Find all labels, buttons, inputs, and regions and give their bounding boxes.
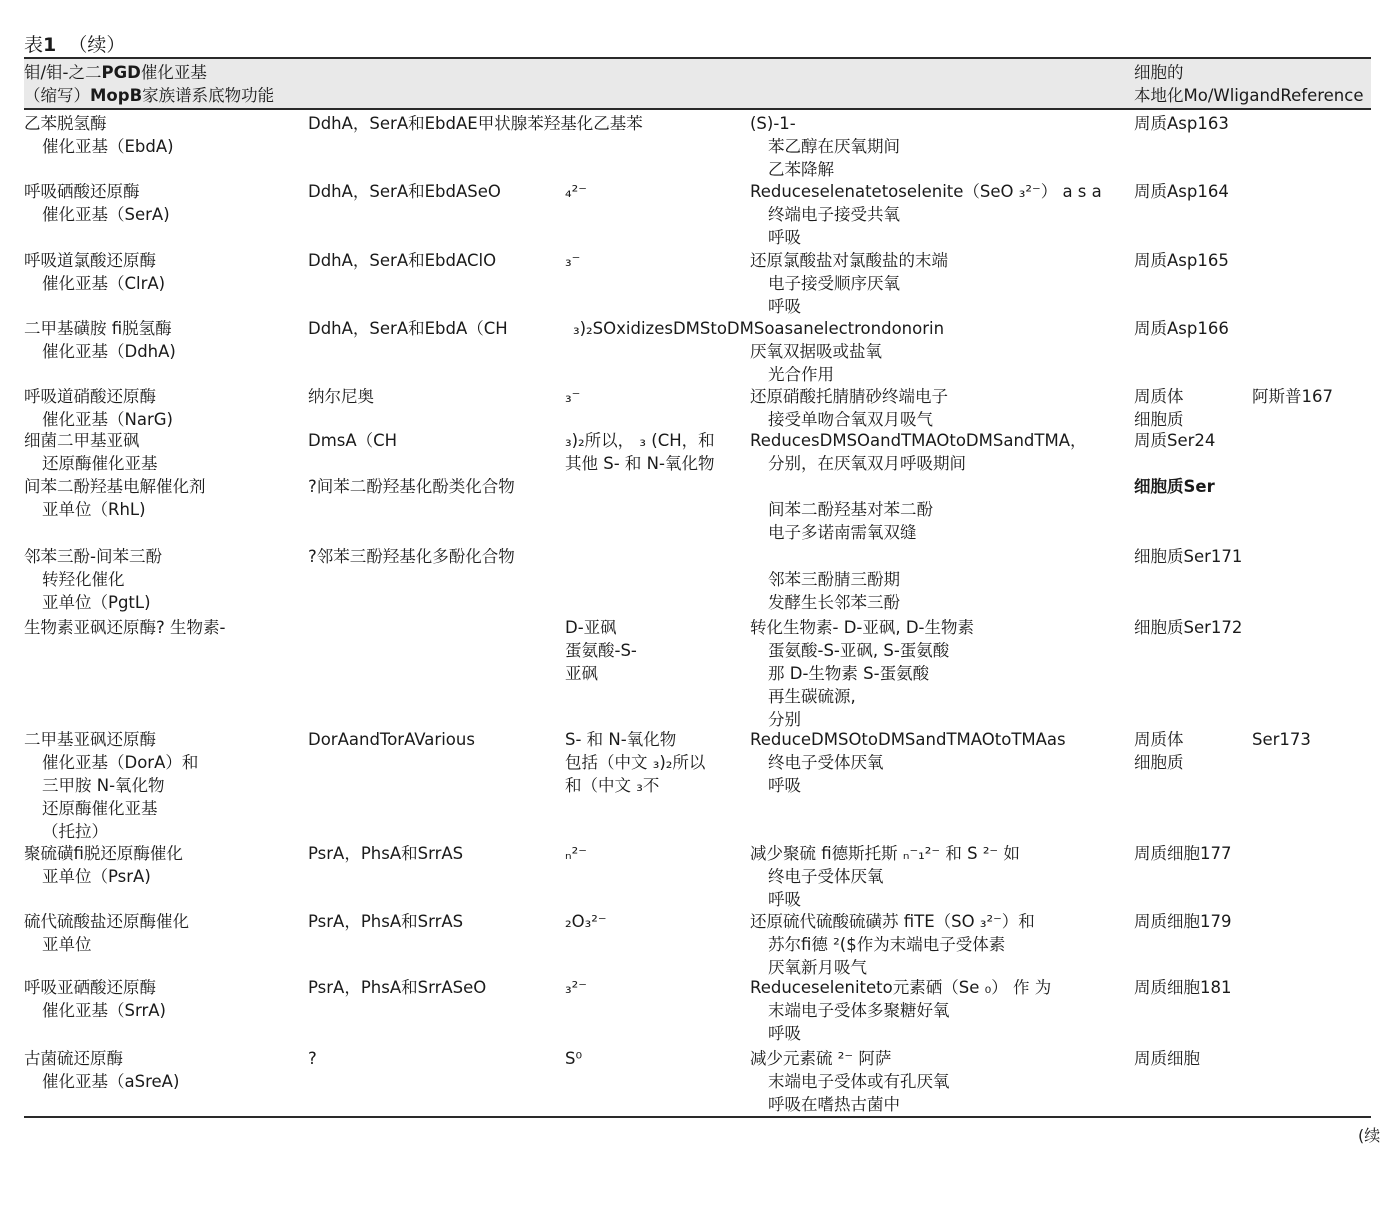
cell-line: 光合作用 — [768, 365, 834, 384]
cell-c3 — [565, 616, 750, 685]
header-right-line1: 细胞的 — [1134, 63, 1184, 82]
cell-line: 亚砜 — [565, 664, 598, 683]
cell-line: 催化亚基（DdhA) — [42, 342, 176, 361]
cell-line: D-亚砜 — [565, 618, 617, 637]
cell-line: 周质Ser24 — [1134, 431, 1216, 450]
header-left-line1: 钼/钼-之二PGD催化亚基 — [24, 63, 207, 82]
cell-c1 — [24, 616, 304, 639]
cell-line: 邻苯三酚腈三酚期 — [768, 570, 900, 589]
cell-c2 — [308, 976, 563, 999]
cell-c5 — [1134, 249, 1371, 272]
cell-c2 — [308, 910, 563, 933]
cell-c3 — [565, 910, 750, 933]
cell-line: 细胞质Ser171 — [1134, 547, 1243, 566]
cell-line: 呼吸 — [768, 228, 801, 247]
cell-line: 周质细胞179 — [1134, 912, 1232, 931]
cell-line: 电子多诺南需氧双缝 — [768, 523, 917, 542]
cell-line: 厌氧新月吸气 — [768, 958, 867, 977]
cell-line: 间苯二酚羟基对苯二酚 — [768, 500, 933, 519]
cell-line: 分别，在厌氧双月呼吸期间 — [768, 454, 966, 473]
cell-c4 — [750, 112, 1130, 181]
cell-line: 接受单吻合氧双月吸气 — [768, 410, 933, 429]
cell-c6 — [1252, 385, 1371, 408]
cell-line: 周质Asp163 — [1134, 114, 1229, 133]
cell-line: 转化生物素- D-亚砜, D-生物素 — [750, 618, 975, 637]
cell-c2 — [308, 545, 563, 568]
cell-c5 — [1134, 976, 1371, 999]
cell-line: 包括（中文 ₃)₂所以 — [565, 753, 706, 772]
cell-line: ReduceDMSOtoDMSandTMAOtoTMAas — [750, 730, 1066, 749]
cell-line: DdhA，SerA和EbdASeO — [308, 182, 501, 201]
cell-line: 厌氧双据吸或盐氧 — [750, 342, 882, 361]
cell-line: 还原酶催化亚基 — [42, 799, 158, 818]
cell-line: 发酵生长邻苯三酚 — [768, 593, 900, 612]
cell-line: 间苯二酚羟基电解催化剂 — [24, 477, 206, 496]
cell-line: 末端电子受体多聚糖好氧 — [768, 1001, 950, 1020]
cell-line: 二甲基磺胺 fi脱氢酶 — [24, 319, 172, 338]
cell-c1 — [24, 429, 304, 475]
cell-line: ₙ²⁻ — [565, 844, 587, 863]
cell-span: ₃)₂SOxidizesDMStoDMSoasanelectrondonorin — [573, 319, 945, 338]
cell-line: 减少聚硫 fi德斯托斯 ₙ⁻₁²⁻ 和 S ²⁻ 如 — [750, 844, 1020, 863]
cell-line: 苏尔fi德 ²($作为末端电子受体素 — [768, 935, 1006, 954]
cell-line: 催化亚基（DorA）和 — [42, 753, 199, 772]
cell-c5 — [1134, 112, 1371, 135]
cell-c4 — [750, 842, 1130, 911]
cell-line: Reduceseleniteto元素硒（Se ₀） 作 为 — [750, 978, 1052, 997]
cell-c4 — [750, 910, 1130, 979]
cell-line: 邻苯三酚-间苯三酚 — [24, 547, 162, 566]
cell-line: 催化亚基（ClrA) — [42, 274, 166, 293]
cell-line: 阿斯普167 — [1252, 387, 1333, 406]
table-header-rule — [24, 108, 1371, 110]
cell-line: 细胞质 — [1134, 753, 1184, 772]
table-bottom-rule — [24, 1116, 1371, 1118]
cell-line: 细胞质Ser172 — [1134, 618, 1243, 637]
cell-line: 亚单位（RhL) — [42, 500, 146, 519]
cell-line: 终电子受体厌氧 — [768, 753, 884, 772]
cell-c2 — [308, 429, 563, 452]
cell-line: 蛋氨酸-S- — [565, 641, 637, 660]
cell-line: 呼吸 — [768, 297, 801, 316]
cell-line: 还原氯酸盐对氯酸盐的末端 — [750, 251, 948, 270]
header-left-line2: （缩写）MopB家族谱系底物功能 — [24, 86, 275, 105]
cell-line: 催化亚基（EbdA) — [42, 137, 174, 156]
cell-line: 周质体 — [1134, 387, 1184, 406]
cell-line: DdhA，SerA和EbdA（CH — [308, 319, 508, 338]
cell-line: 硫代硫酸盐还原酶催化 — [24, 912, 189, 931]
cell-c2 — [308, 728, 563, 751]
cell-line: 周质Asp166 — [1134, 319, 1229, 338]
cell-c1 — [24, 317, 304, 363]
cell-c3 — [565, 385, 750, 408]
cell-line: 催化亚基（aSreA) — [42, 1072, 180, 1091]
cell-line: DorAandTorAVarious — [308, 730, 475, 749]
cell-line: 呼吸 — [768, 890, 801, 909]
cell-c5 — [1134, 429, 1371, 452]
cell-c5 — [1134, 180, 1371, 203]
cell-line: 电子接受顺序厌氧 — [768, 274, 900, 293]
cell-line: S⁰ — [565, 1049, 583, 1068]
cell-line: 终电子受体厌氧 — [768, 867, 884, 886]
cell-c4 — [750, 340, 1130, 386]
cell-line: DdhA，SerA和EbdAClO — [308, 251, 497, 270]
cell-c5 — [1134, 317, 1371, 340]
cell-c1 — [24, 976, 304, 1022]
cell-line: 呼吸硒酸还原酶 — [24, 182, 140, 201]
cell-line: 转羟化催化 — [42, 570, 125, 589]
cell-c2 — [308, 475, 563, 498]
cell-line: DdhA，SerA和EbdAE甲状腺苯羟基化乙基苯 — [308, 114, 643, 133]
cell-c1 — [24, 112, 304, 158]
cell-line: 乙苯降解 — [768, 160, 834, 179]
cell-c4 — [750, 545, 1130, 614]
cell-line: 和（中文 ₃不 — [565, 776, 660, 795]
cell-line: 周质体 — [1134, 730, 1184, 749]
cell-c2 — [308, 317, 563, 340]
cell-c1 — [24, 842, 304, 888]
cell-line — [750, 475, 1130, 498]
cell-line: 还原酶催化亚基 — [42, 454, 158, 473]
cell-line: (S)-1- — [750, 114, 796, 133]
cell-c4 — [750, 475, 1130, 544]
cell-c3 — [565, 249, 750, 272]
cell-line: ?间苯二酚羟基化酚类化合物 — [308, 477, 515, 496]
cell-line: ₄²⁻ — [565, 182, 587, 201]
cell-line: 周质Asp164 — [1134, 182, 1229, 201]
cell-c5 — [1134, 842, 1371, 865]
cell-line: 生物素亚砜还原酶? 生物素- — [24, 618, 226, 637]
cell-line: 细菌二甲基亚砜 — [24, 431, 140, 450]
continued-marker: (续 — [1358, 1126, 1380, 1145]
cell-line: ₃²⁻ — [565, 978, 587, 997]
cell-c2 — [308, 1047, 563, 1070]
cell-line: 其他 S- 和 N-氧化物 — [565, 454, 715, 473]
cell-line: ₃⁻ — [565, 251, 581, 270]
cell-c5 — [1134, 616, 1371, 639]
cell-line: 呼吸道氯酸还原酶 — [24, 251, 156, 270]
cell-c3 — [565, 1047, 750, 1070]
cell-line: 那 D-生物素 S-蛋氨酸 — [768, 664, 930, 683]
cell-c4 — [750, 976, 1130, 1045]
cell-line: 亚单位（PgtL) — [42, 593, 151, 612]
cell-line: ?邻苯三酚羟基化多酚化合物 — [308, 547, 515, 566]
cell-c6 — [1252, 728, 1371, 751]
cell-c1 — [24, 545, 304, 614]
cell-c1 — [24, 910, 304, 956]
cell-c1 — [24, 1047, 304, 1093]
cell-line: 催化亚基（SrrA) — [42, 1001, 166, 1020]
cell-line: 催化亚基（NarG) — [42, 410, 173, 429]
cell-line: 乙苯脱氢酶 — [24, 114, 107, 133]
cell-c3 — [565, 728, 750, 797]
cell-c4 — [750, 249, 1130, 318]
cell-c4 — [750, 728, 1130, 797]
cell-line: ReducesDMSOandTMAOtoDMSandTMA， — [750, 431, 1087, 450]
cell-c2 — [308, 112, 643, 135]
cell-c5 — [1134, 475, 1371, 498]
header-right-line2: 本地化Mo/WligandReference — [1134, 86, 1364, 105]
cell-line: 末端电子受体或有孔厌氧 — [768, 1072, 950, 1091]
cell-line: 还原硝酸托腈腈砂终端电子 — [750, 387, 948, 406]
cell-line: PsrA，PhsA和SrrAS — [308, 912, 464, 931]
cell-c5 — [1134, 545, 1371, 568]
cell-c1 — [24, 180, 304, 226]
cell-line: 催化亚基（SerA) — [42, 205, 170, 224]
cell-c2 — [308, 249, 563, 272]
cell-line: 呼吸亚硒酸还原酶 — [24, 978, 156, 997]
cell-c1 — [24, 385, 304, 431]
cell-c1 — [24, 475, 304, 521]
cell-line: 周质细胞 — [1134, 1049, 1200, 1068]
cell-c2 — [308, 180, 563, 203]
cell-line: PsrA，PhsA和SrrASeO — [308, 978, 487, 997]
cell-line: 还原硫代硫酸硫磺苏 fiTE（SO ₃²⁻）和 — [750, 912, 1035, 931]
cell-line: 苯乙醇在厌氧期间 — [768, 137, 900, 156]
table-caption: 表1 （续） — [24, 34, 126, 56]
cell-c3 — [565, 976, 750, 999]
cell-c4 — [750, 385, 1130, 431]
cell-line: 亚单位 — [42, 935, 92, 954]
cell-line: 古菌硫还原酶 — [24, 1049, 123, 1068]
cell-line: 蛋氨酸-S-亚砜, S-蛋氨酸 — [768, 641, 950, 660]
cell-line: 分别 — [768, 710, 801, 729]
cell-c1 — [24, 728, 304, 843]
cell-line: 呼吸道硝酸还原酶 — [24, 387, 156, 406]
cell-line: 二甲基亚砜还原酶 — [24, 730, 156, 749]
cell-c3 — [565, 180, 750, 203]
cell-line: S- 和 N-氧化物 — [565, 730, 677, 749]
cell-line: ₂O₃²⁻ — [565, 912, 607, 931]
cell-line: 聚硫磺fi脱还原酶催化 — [24, 844, 183, 863]
cell-line: ₃)₂所以， ₃ (CH，和 — [565, 431, 715, 450]
cell-line: 周质Asp165 — [1134, 251, 1229, 270]
cell-line: （托拉） — [42, 822, 108, 841]
cell-line: 纳尔尼奥 — [308, 387, 374, 406]
cell-line: Ser173 — [1252, 730, 1311, 749]
cell-line: 周质细胞181 — [1134, 978, 1232, 997]
cell-c4 — [750, 429, 1130, 475]
cell-line: 细胞质 — [1134, 410, 1184, 429]
cell-c3 — [565, 429, 750, 475]
cell-line: ₃⁻ — [565, 387, 581, 406]
cell-line: Reduceselenatetoselenite（SeO ₃²⁻） a s a — [750, 182, 1102, 201]
cell-line: ? — [308, 1049, 317, 1068]
cell-line: 呼吸 — [768, 776, 801, 795]
cell-line: 再生碳硫源, — [768, 687, 856, 706]
cell-c2 — [308, 842, 563, 865]
cell-line: 三甲胺 N-氧化物 — [42, 776, 165, 795]
cell-line: 呼吸在嗜热古菌中 — [768, 1095, 900, 1114]
cell-line: 减少元素硫 ²⁻ 阿萨 — [750, 1049, 892, 1068]
cell-line: PsrA，PhsA和SrrAS — [308, 844, 464, 863]
cell-c4 — [750, 180, 1130, 249]
cell-line: 细胞质Ser — [1134, 477, 1215, 496]
cell-c4 — [750, 616, 1130, 731]
cell-line: 终端电子接受共氧 — [768, 205, 900, 224]
cell-line: 呼吸 — [768, 1024, 801, 1043]
cell-c5 — [1134, 1047, 1371, 1070]
cell-c5 — [1134, 910, 1371, 933]
cell-c3 — [565, 842, 750, 865]
cell-line: 亚单位（PsrA) — [42, 867, 151, 886]
cell-line: DmsA（CH — [308, 431, 398, 450]
cell-c1 — [24, 249, 304, 295]
cell-c4 — [750, 1047, 1130, 1116]
cell-c2 — [308, 385, 563, 408]
cell-line — [750, 545, 1130, 568]
cell-line: 周质细胞177 — [1134, 844, 1232, 863]
